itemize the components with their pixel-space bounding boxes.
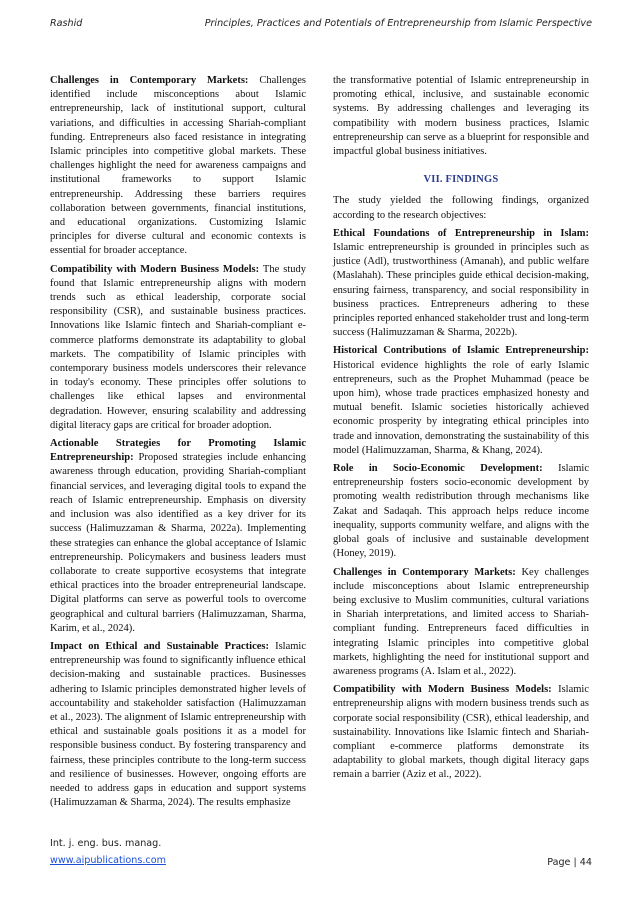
page-footer bbox=[50, 838, 592, 866]
paragraph-heading: Challenges in Contemporary Markets: bbox=[50, 75, 249, 86]
paragraph-heading: Compatibility with Modern Business Models: bbox=[333, 684, 552, 696]
header-author: Rashid bbox=[50, 18, 83, 29]
publisher-link[interactable]: www.aipublications.com bbox=[50, 855, 166, 866]
right-column bbox=[333, 74, 589, 787]
page-number: Page | 44 bbox=[547, 857, 592, 868]
paragraph-text: Islamic entrepreneurship is grounded in principles such as justice (Adl), trustworthiness (Amanah), and public welfare (Maslahah). These principles guide ethical decision-making, ensuring fairness, transparency, and social responsibility in business practices. Entrepreneurs adhering to these principles reported enhanced stakeholder trust and long-term success (Halimuzzaman & Sharma, 2022b). bbox=[333, 242, 589, 339]
paragraph-heading: Challenges in Contemporary Markets: bbox=[333, 566, 516, 578]
paragraph-ethical-foundations bbox=[333, 227, 589, 341]
paragraph-text: Islamic entrepreneurship aligns with modern business trends such as corporate social responsibility (CSR), ethical leadership, and sustainability. Innovations like Islamic fintech and Shariah-compliant e-commerce platforms demonstrate its adaptability to global markets, though digital literacy gaps remain a barrier (Aziz et al., 2022). bbox=[333, 684, 589, 781]
paragraph-heading: Compatibility with Modern Business Models: bbox=[50, 263, 260, 275]
paragraph-lead: The study yielded the following findings, organized according to the research objectives: bbox=[333, 195, 589, 221]
paragraph-heading: Impact on Ethical and Sustainable Practices: bbox=[50, 640, 269, 652]
paragraph-text: Key challenges include misconceptions about Islamic entrepreneurship being exclusive to Muslim communities, cultural variations in Shariah interpretations, and limited access to Shariah-compliant funding. Entrepreneurs faced difficulties in integrating Islamic principles into competitive global markets, highlighting the need for institutional support and awareness programs (A. Islam et al., 2022). bbox=[333, 566, 589, 677]
paragraph-challenges bbox=[50, 74, 306, 259]
paragraph-text: Challenges identified include misconceptions about Islamic entrepreneurship, lack of institutional support, cultural variations, and difficulties in accessing Shariah-compliant funding. Entrepreneurs also faced resistance in integrating Islamic principles into competitive global markets. These challenges highlight the need for awareness campaigns and institutional frameworks to support Islamic entrepreneurship. Addressing these barriers requires collaboration between governments, financial institutions, and educational organizations. Customizing Islamic principles for diverse cultural and economic contexts is essential for broader acceptance. bbox=[50, 75, 306, 257]
left-column bbox=[50, 74, 306, 814]
paragraph-compatibility bbox=[50, 263, 306, 433]
paragraph-intro: the transformative potential of Islamic entrepreneurship in promoting ethical, inclusive, and sustainable economic systems. By addressing challenges and leveraging its compatibility with modern business practices, Islamic entrepreneurship can serve as a blueprint for responsible and impactful global business initiatives. bbox=[333, 75, 589, 158]
paragraph-heading: Historical Contributions of Islamic Entrepreneurship: bbox=[333, 345, 589, 357]
paragraph-heading: Actionable Strategies for Promoting Islamic Entrepreneurship: bbox=[50, 438, 306, 464]
paragraph-historical bbox=[333, 344, 589, 458]
header-title: Principles, Practices and Potentials of Entrepreneurship from Islamic Perspective bbox=[204, 18, 592, 29]
paragraph-text: The study found that Islamic entrepreneurship aligns with modern trends such as ethical leadership, corporate social responsibility (CSR), and sustainable business practices. Innovations like Islamic fintech and Shariah-compliant e-commerce platforms demonstrate its adaptability to global markets. The compatibility of Islamic principles with contemporary business models underscores their relevance in today's economy. These principles offer solutions to challenges like ethical lapses and environmental degradation. However, ensuring scalability and addressing digital literacy gaps are critical for broader adoption. bbox=[50, 263, 306, 431]
paragraph-challenges-findings bbox=[333, 566, 589, 680]
paragraph-text: Proposed strategies include enhancing awareness through education, providing Shariah-compliant financial services, and leveraging digital tools to expand the reach of Islamic entrepreneurship. Emphasis on diversity and inclusion was also identified as a key driver for its success (Halimuzzaman & Sharma, 2022a). Implementing these strategies can enhance the global acceptance of Islamic entrepreneurship. Policymakers and business leaders must collaborate to create supportive ecosystems that integrate ethical practices into the broader entrepreneurial landscape. Digital platforms can serve as powerful tools to overcome geographical and cultural barriers (Halimuzzaman, Sharma, Karim, et al., 2024). bbox=[50, 452, 306, 634]
section-title-findings: VII. FINDINGS bbox=[423, 174, 499, 186]
paragraph-heading: Ethical Foundations of Entrepreneurship in Islam: bbox=[333, 227, 589, 239]
journal-name: Int. j. eng. bus. manag. bbox=[50, 838, 162, 849]
paragraph-socio-economic bbox=[333, 462, 589, 561]
paragraph-heading: Role in Socio-Economic Development: bbox=[333, 463, 543, 475]
paragraph-text: Historical evidence highlights the role of early Islamic entrepreneurs, such as the Prophet Muhammad (peace be upon him), whose trade practices emphasized honesty and mutual benefit. Islamic societies historically achieved economic prosperity by integrating ethical principles into trade and innovation, demonstrating the sustainability of this model (Halimuzzaman, Sharma, & Khang, 2024). bbox=[333, 359, 589, 456]
paragraph-text: Islamic entrepreneurship was found to significantly influence ethical decision-making and sustainable practices. Businesses adhering to Islamic principles demonstrated higher levels of accountability and stakeholder satisfaction (Halimuzzaman et al., 2023). The alignment of Islamic entrepreneurship with ethical and sustainable goals positions it as a model for responsible business conduct. By fostering transparency and fairness, these principles contribute to the long-term success and resilience of businesses. However, ongoing efforts are needed to address gaps in education and support systems (Halimuzzaman & Sharma, 2024). The results emphasize bbox=[50, 640, 307, 809]
paragraph-text: Islamic entrepreneurship fosters socio-economic development by promoting wealth redistribution through mechanisms like Zakat and Sadaqah. This approach helps reduce income inequality, supports community welfare, and aligns with the global goals of inclusive and sustainable development (Honey, 2019). bbox=[333, 463, 590, 560]
paragraph-compatibility-findings bbox=[333, 683, 589, 782]
paragraph-strategies bbox=[50, 437, 306, 636]
paragraph-impact bbox=[50, 640, 306, 810]
running-header bbox=[50, 18, 592, 34]
